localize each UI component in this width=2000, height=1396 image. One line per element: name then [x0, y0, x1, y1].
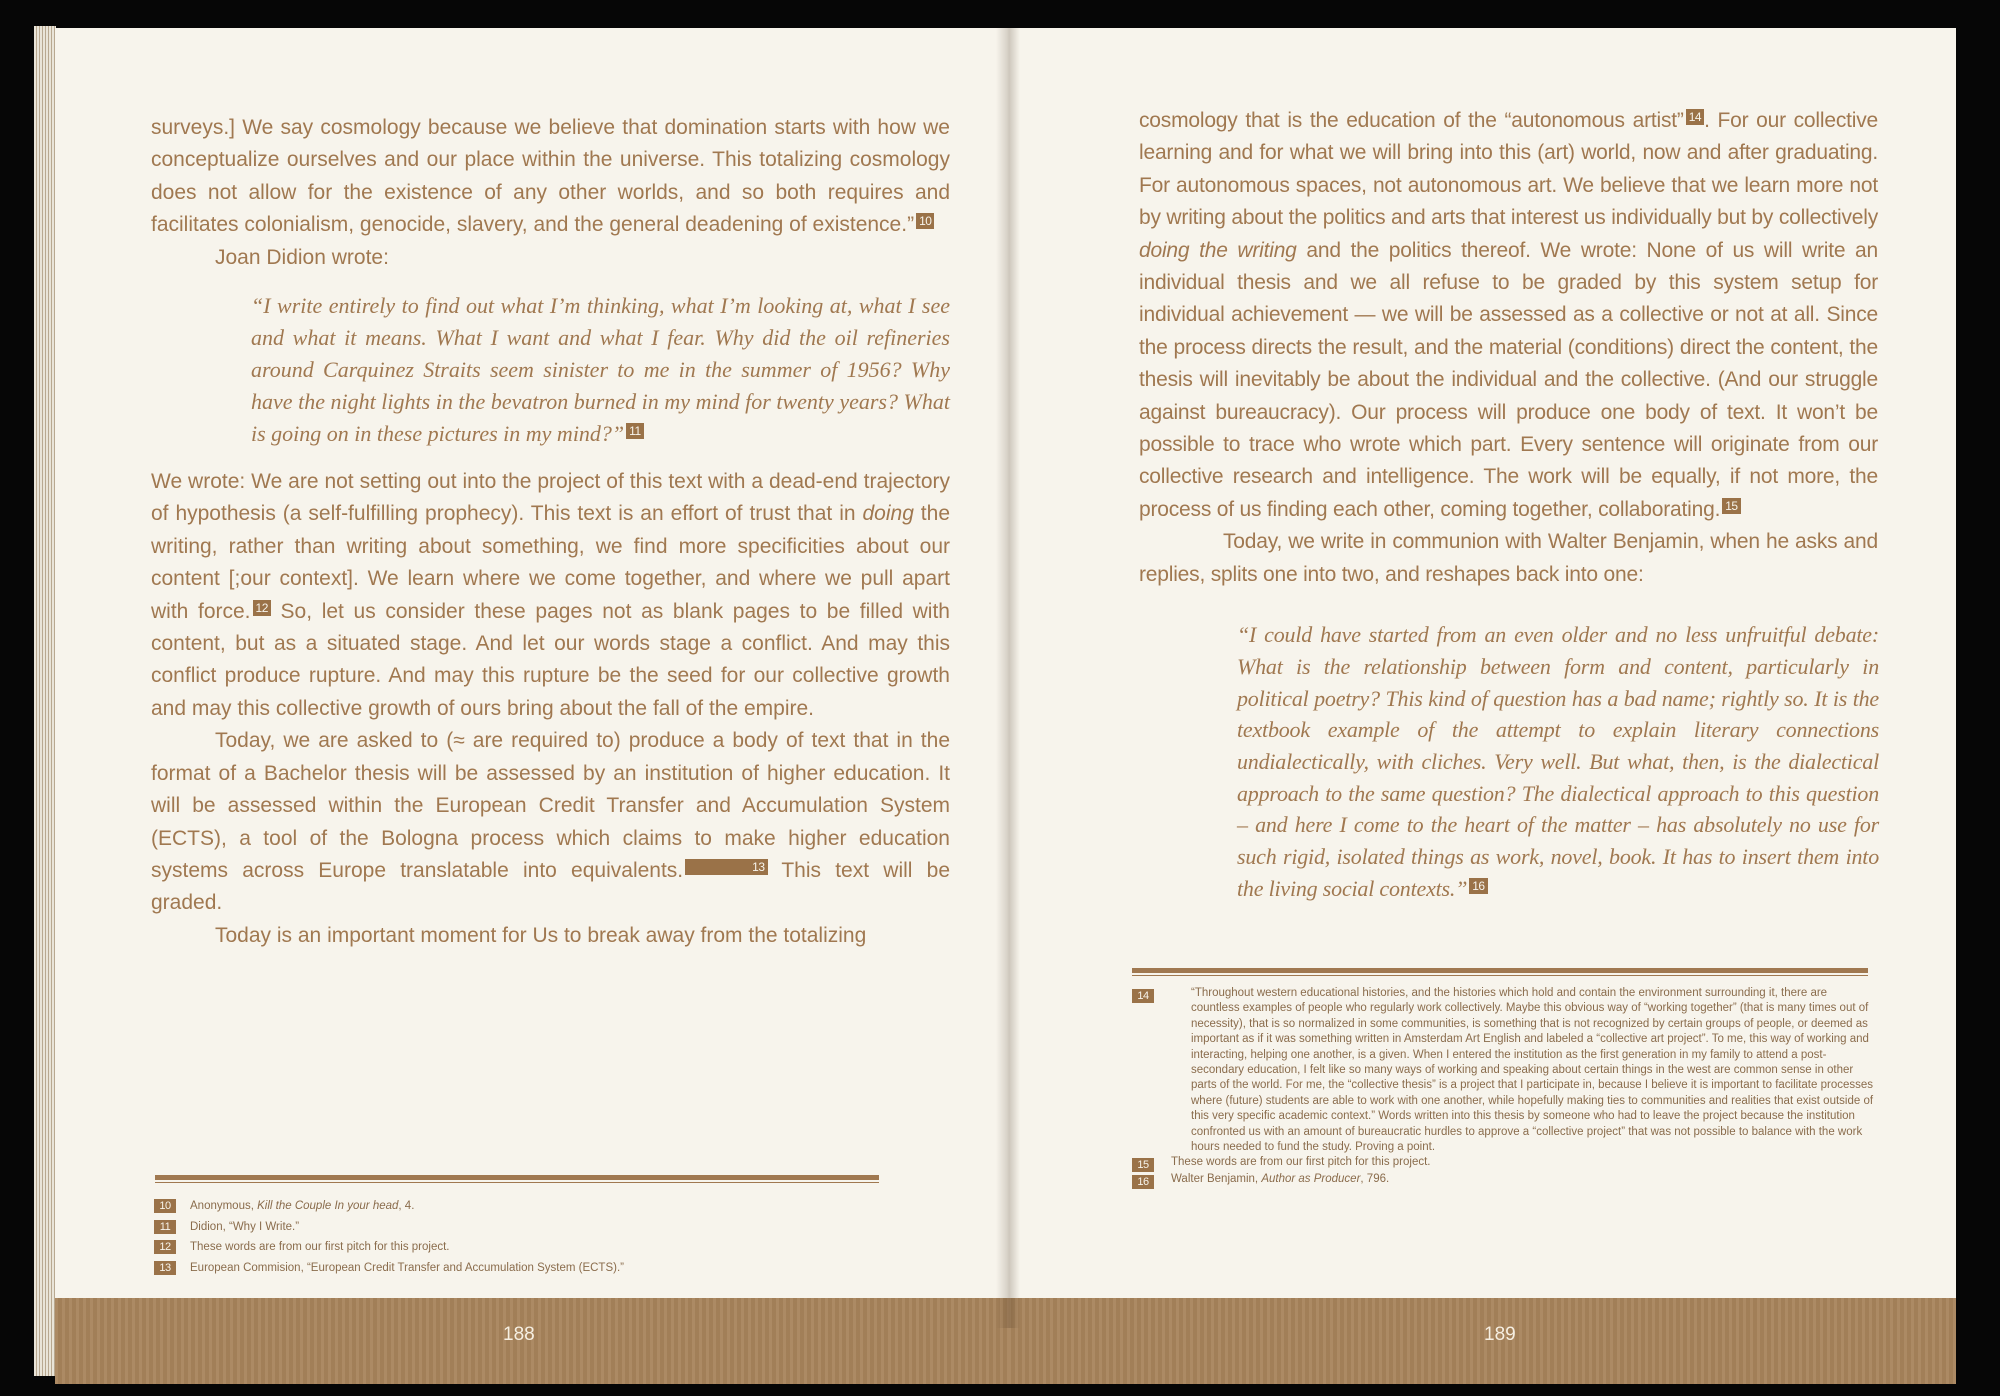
right-page — [1008, 28, 1956, 1384]
paragraph — [151, 242, 950, 274]
paragraph — [1139, 105, 1878, 526]
footnote-text — [1171, 986, 1876, 1155]
text-run: We wrote: We are not setting out into the project of this text with a dead-end trajectory of hypothesis (a self-fulfilling prophecy). This text is an effort of trust that in — [151, 470, 950, 526]
paragraph — [151, 466, 950, 725]
footnote — [154, 1258, 854, 1279]
text-run: the writing, rather than writing about something, we find more specificities about our content [;our context]. We learn where we come together, and where we pull apart with force. — [151, 502, 951, 623]
paragraph — [151, 920, 950, 952]
footnote-text — [190, 1258, 854, 1279]
text-run: and the politics thereof. We wrote: None of us will write an individual thesis and we all refuse to be graded by this system setup for individual achievement — we will be assessed as a collective or not at all. Since the process directs the result, and the material (conditions) direct the content, the thesis will inevitably be about the individual and the collective. (And our struggle against bureaucracy). Our process will produce one body of text. It won’t be possible to trace who wrote which part. Every sentence will originate from our collective research and intelligence. The work will be equally, if not more, the process of us finding each other, coming together, collaborating. — [1139, 238, 1878, 521]
footnote-text — [190, 1196, 854, 1217]
footnote-number: 13 — [154, 1261, 176, 1275]
footnote-number: 10 — [154, 1199, 176, 1213]
footnote-number: 12 — [154, 1240, 176, 1254]
footnote-marker[interactable]: 10 — [916, 213, 934, 229]
text-run: So, let us consider these pages not as blank pages to be filled with content, but as a situated stage. And let our words stage a conflict. And may this conflict produce rupture. And may this rupture be the seed for our collective growth and may this collective growth of ours bring about the fall of the empire. — [151, 599, 950, 720]
page-number-left: 188 — [503, 1324, 535, 1345]
text-run: These words are from our first pitch for this project. — [190, 1241, 450, 1254]
footnote-marker[interactable]: 16 — [1469, 878, 1487, 894]
footnote-number: 15 — [1132, 1158, 1154, 1172]
text-run: These words are from our first pitch for this project. — [1171, 1156, 1431, 1169]
left-footnote-rule — [155, 1175, 879, 1180]
emphasis-text: doing the writing — [1139, 238, 1297, 262]
left-footnotes — [154, 1196, 854, 1278]
emphasis-text: Author as Producer — [1261, 1173, 1361, 1186]
text-run: Walter Benjamin, — [1171, 1173, 1262, 1186]
right-footnote-rule — [1132, 968, 1868, 973]
text-run: “I could have started from an even older and no less unfruitful debate: What is the relationship between form and content, particularly in political poetry? This kind of question has a bad name; rightly so. It is the textbook example of the attempt to explain literary connections undialectically, with cliches. Very well. But what, then, is the dialectical approach to the same question? The dialectical approach to this question – and here I come to the heart of the matter – has absolutely no use for such rigid, isolated things as work, novel, book. It has to insert them into the living social contexts.” — [1237, 622, 1879, 901]
text-run: “I write entirely to find out what I’m thinking, what I’m looking at, what I see and what it means. What I want and what I fear. Why did the oil refineries around Carquinez Straits seem sinister to me in the summer of 1956? Why have the night lights in the bevatron burned in my mind for twenty years? What is going on in these pictures in my mind?” — [251, 293, 950, 447]
footnote-marker[interactable]: 15 — [1722, 498, 1740, 514]
text-run: Today, we write in communion with Walter Benjamin, when he asks and replies, splits one into two, and reshapes back into one: — [1139, 530, 1878, 586]
footnote — [1132, 1155, 1876, 1172]
page-number-right: 189 — [1484, 1324, 1516, 1345]
left-footer-band — [55, 1298, 1010, 1384]
footnote — [154, 1217, 854, 1238]
footnote-text — [190, 1217, 854, 1238]
block-quote — [251, 290, 950, 450]
right-page-body — [1139, 105, 1878, 904]
paragraph — [151, 112, 950, 242]
text-run: Today is an important moment for Us to break away from the totalizing — [215, 923, 867, 947]
footnote-marker[interactable]: 13 — [685, 859, 767, 875]
footnote-marker[interactable]: 12 — [253, 600, 271, 616]
footnote — [1132, 1172, 1876, 1189]
footnote-marker[interactable]: 11 — [626, 423, 643, 439]
right-footnotes — [1132, 986, 1876, 1189]
paragraph — [1139, 526, 1878, 591]
footnote-text — [1171, 1155, 1876, 1170]
text-run: , 796. — [1360, 1173, 1390, 1186]
text-run: cosmology that is the education of the “autonomous artist” — [1139, 109, 1684, 132]
text-run: European Commision, “European Credit Transfer and Accumulation System (ECTS).” — [190, 1261, 624, 1274]
text-run: . For our collective learning and for what we will bring into this (art) world, now and after graduating. For autonomous spaces, not autonomous art. We believe that we learn more not by writing about the politics and arts that interest us individually but by collectively — [1139, 109, 1878, 230]
page-edges — [34, 26, 56, 1376]
text-run: Joan Didion wrote: — [215, 245, 389, 269]
right-footer-band — [1008, 1298, 1956, 1384]
text-run: , 4. — [398, 1200, 415, 1212]
text-run: “Throughout western educational histories, and the histories which hold and contain the environment surrounding it, there are countless examples of people who regularly work collectively. Maybe this obvious way of “working together” (that is many times out of necessity), that is so normalized in some communities, is something that is not recognized by certain groups of people, or deemed as important as if it was something written in Amsterdam Art English and labeled a “collective art project”. To me, this way of working and interacting, helping one another, is a given. When I entered the institution as the first generation in my family to attend a post-secondary education, I felt like so many ways of working and speaking about certain things in the west are common sense in other parts of the world. For me, the “collective thesis” is a project that I participate in, because I believe it is important to facilitate processes where (future) students are able to work with one another, while hopefully making ties to communities and realities that exist outside of this very specific academic context.” Words written into this thesis by someone who had to leave the project because the institution confronted us with an amount of bureaucratic hurdles to approve a “collective project” that was not possible to balance with the work hours needed to fund the study. Proving a point. — [1191, 987, 1874, 1154]
footnote-number: 11 — [154, 1220, 176, 1234]
footnote-text — [190, 1237, 854, 1258]
footnote-number: 16 — [1132, 1175, 1154, 1189]
text-run: This text will be graded. — [151, 858, 951, 915]
footnote-number: 14 — [1132, 989, 1154, 1003]
block-quote — [1237, 619, 1879, 904]
text-run: Didion, “Why I Write.” — [190, 1220, 300, 1233]
text-run: surveys.] We say cosmology because we believe that domination starts with how we conceptualize ourselves and our place within the universe. This totalizing cosmology does not allow for the existence of any other worlds, and so both requires and facilitates colonialism, genocide, slavery, and the general deadening of existence.” — [151, 116, 950, 237]
text-run: Anonymous, — [190, 1200, 258, 1212]
paragraph — [151, 725, 950, 919]
text-run: Today, we are asked to (≈ are required to) produce a body of text that in the format of a Bachelor thesis will be assessed by an institution of higher education. It will be assessed within the European Credit Transfer and Accumulation System (ECTS), a tool of the Bologna process which claims to make higher education systems across Europe translatable into equivalents. — [151, 729, 950, 882]
emphasis-text: Kill the Couple In your head — [257, 1200, 399, 1212]
footnote — [154, 1237, 854, 1258]
footnote — [1132, 986, 1876, 1155]
footnote-marker[interactable]: 14 — [1686, 109, 1704, 125]
footnote-text — [1171, 1172, 1876, 1187]
left-page-body — [151, 112, 950, 952]
emphasis-text: doing — [862, 502, 914, 526]
left-page — [55, 28, 1010, 1384]
footnote — [154, 1196, 854, 1217]
gutter-shadow — [996, 28, 1020, 1328]
